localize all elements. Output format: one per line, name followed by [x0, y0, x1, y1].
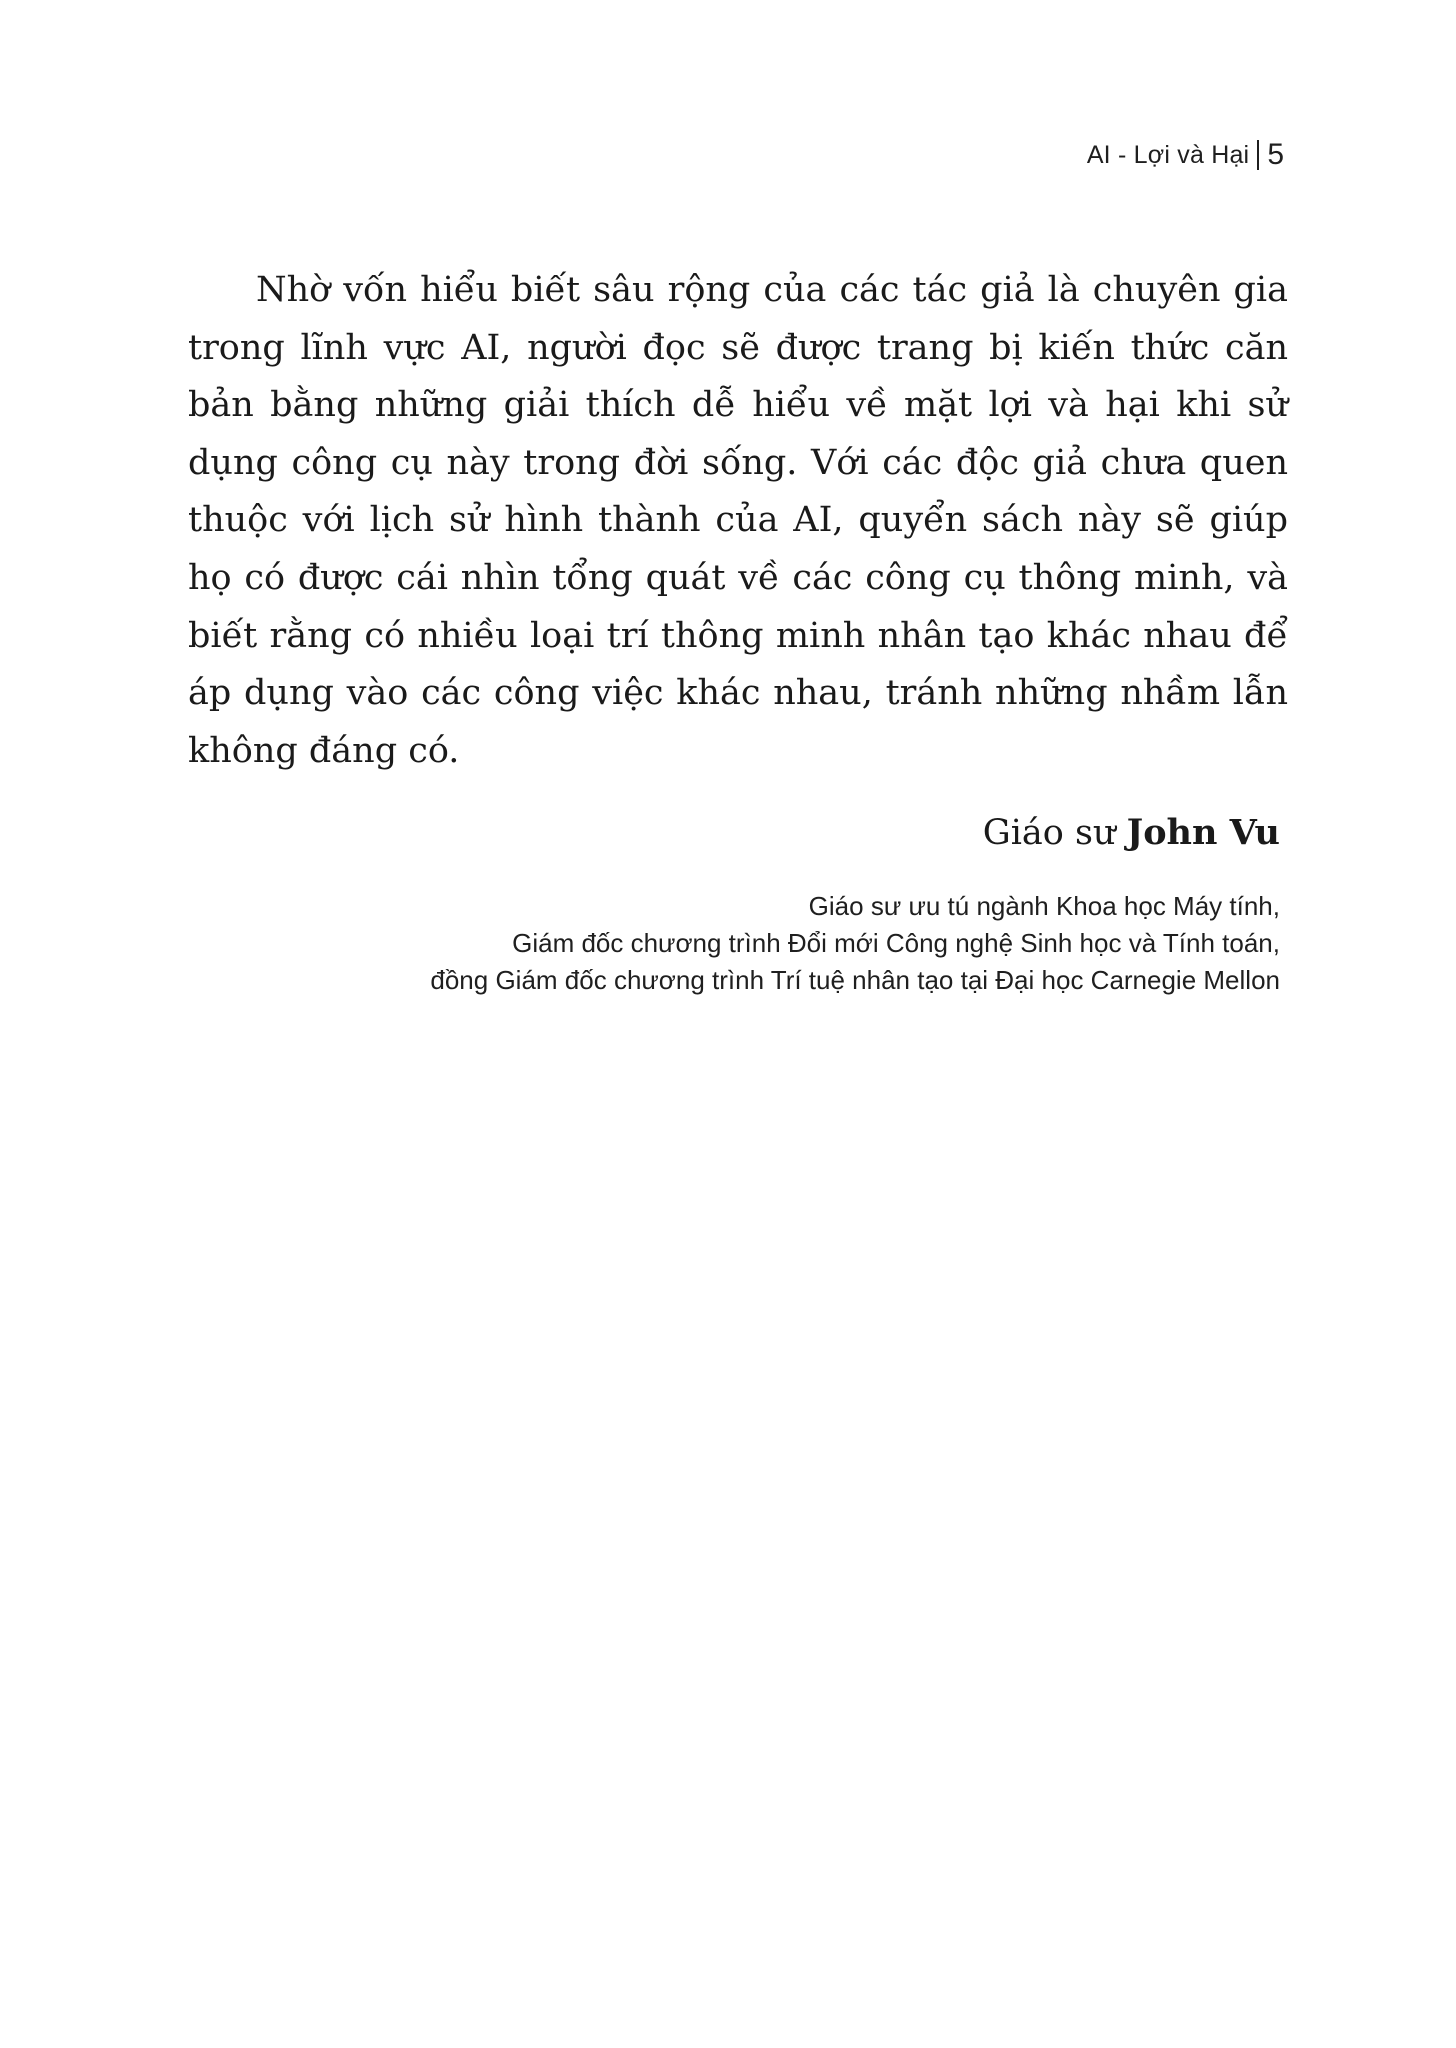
affiliation — [280, 888, 1280, 999]
affiliation-line: đồng Giám đốc chương trình Trí tuệ nhân tạo tại Đại học Carnegie Mellon — [430, 965, 1280, 995]
signature — [983, 812, 1280, 853]
affiliation-line: Giáo sư ưu tú ngành Khoa học Máy tính, — [808, 891, 1280, 921]
page-number: 5 — [1267, 138, 1284, 171]
affiliation-line: Giám đốc chương trình Đổi mới Công nghệ Sinh học và Tính toán, — [512, 928, 1280, 958]
signature-name: John Vu — [1126, 812, 1280, 853]
signature-title: Giáo sư — [982, 813, 1116, 853]
header-divider — [1257, 140, 1259, 170]
body-paragraph: Nhờ vốn hiểu biết sâu rộng của các tác giả là chuyên gia trong lĩnh vực AI, người đọc sẽ được trang bị kiến thức căn bản bằng những giải thích dễ hiểu về mặt lợi và hại khi sử dụng công cụ này trong đời sống. Với các độc giả chưa quen thuộc với lịch sử hình thành của AI, quyển sách này sẽ giúp họ có được cái nhìn tổng quát về các công cụ thông minh, và biết rằng có nhiều loại trí thông minh nhân tạo khác nhau để áp dụng vào các công việc khác nhau, tránh những nhầm lẫn không đáng có. — [188, 270, 1288, 771]
running-header — [1087, 138, 1284, 172]
running-title: AI - Lợi và Hại — [1086, 140, 1250, 169]
